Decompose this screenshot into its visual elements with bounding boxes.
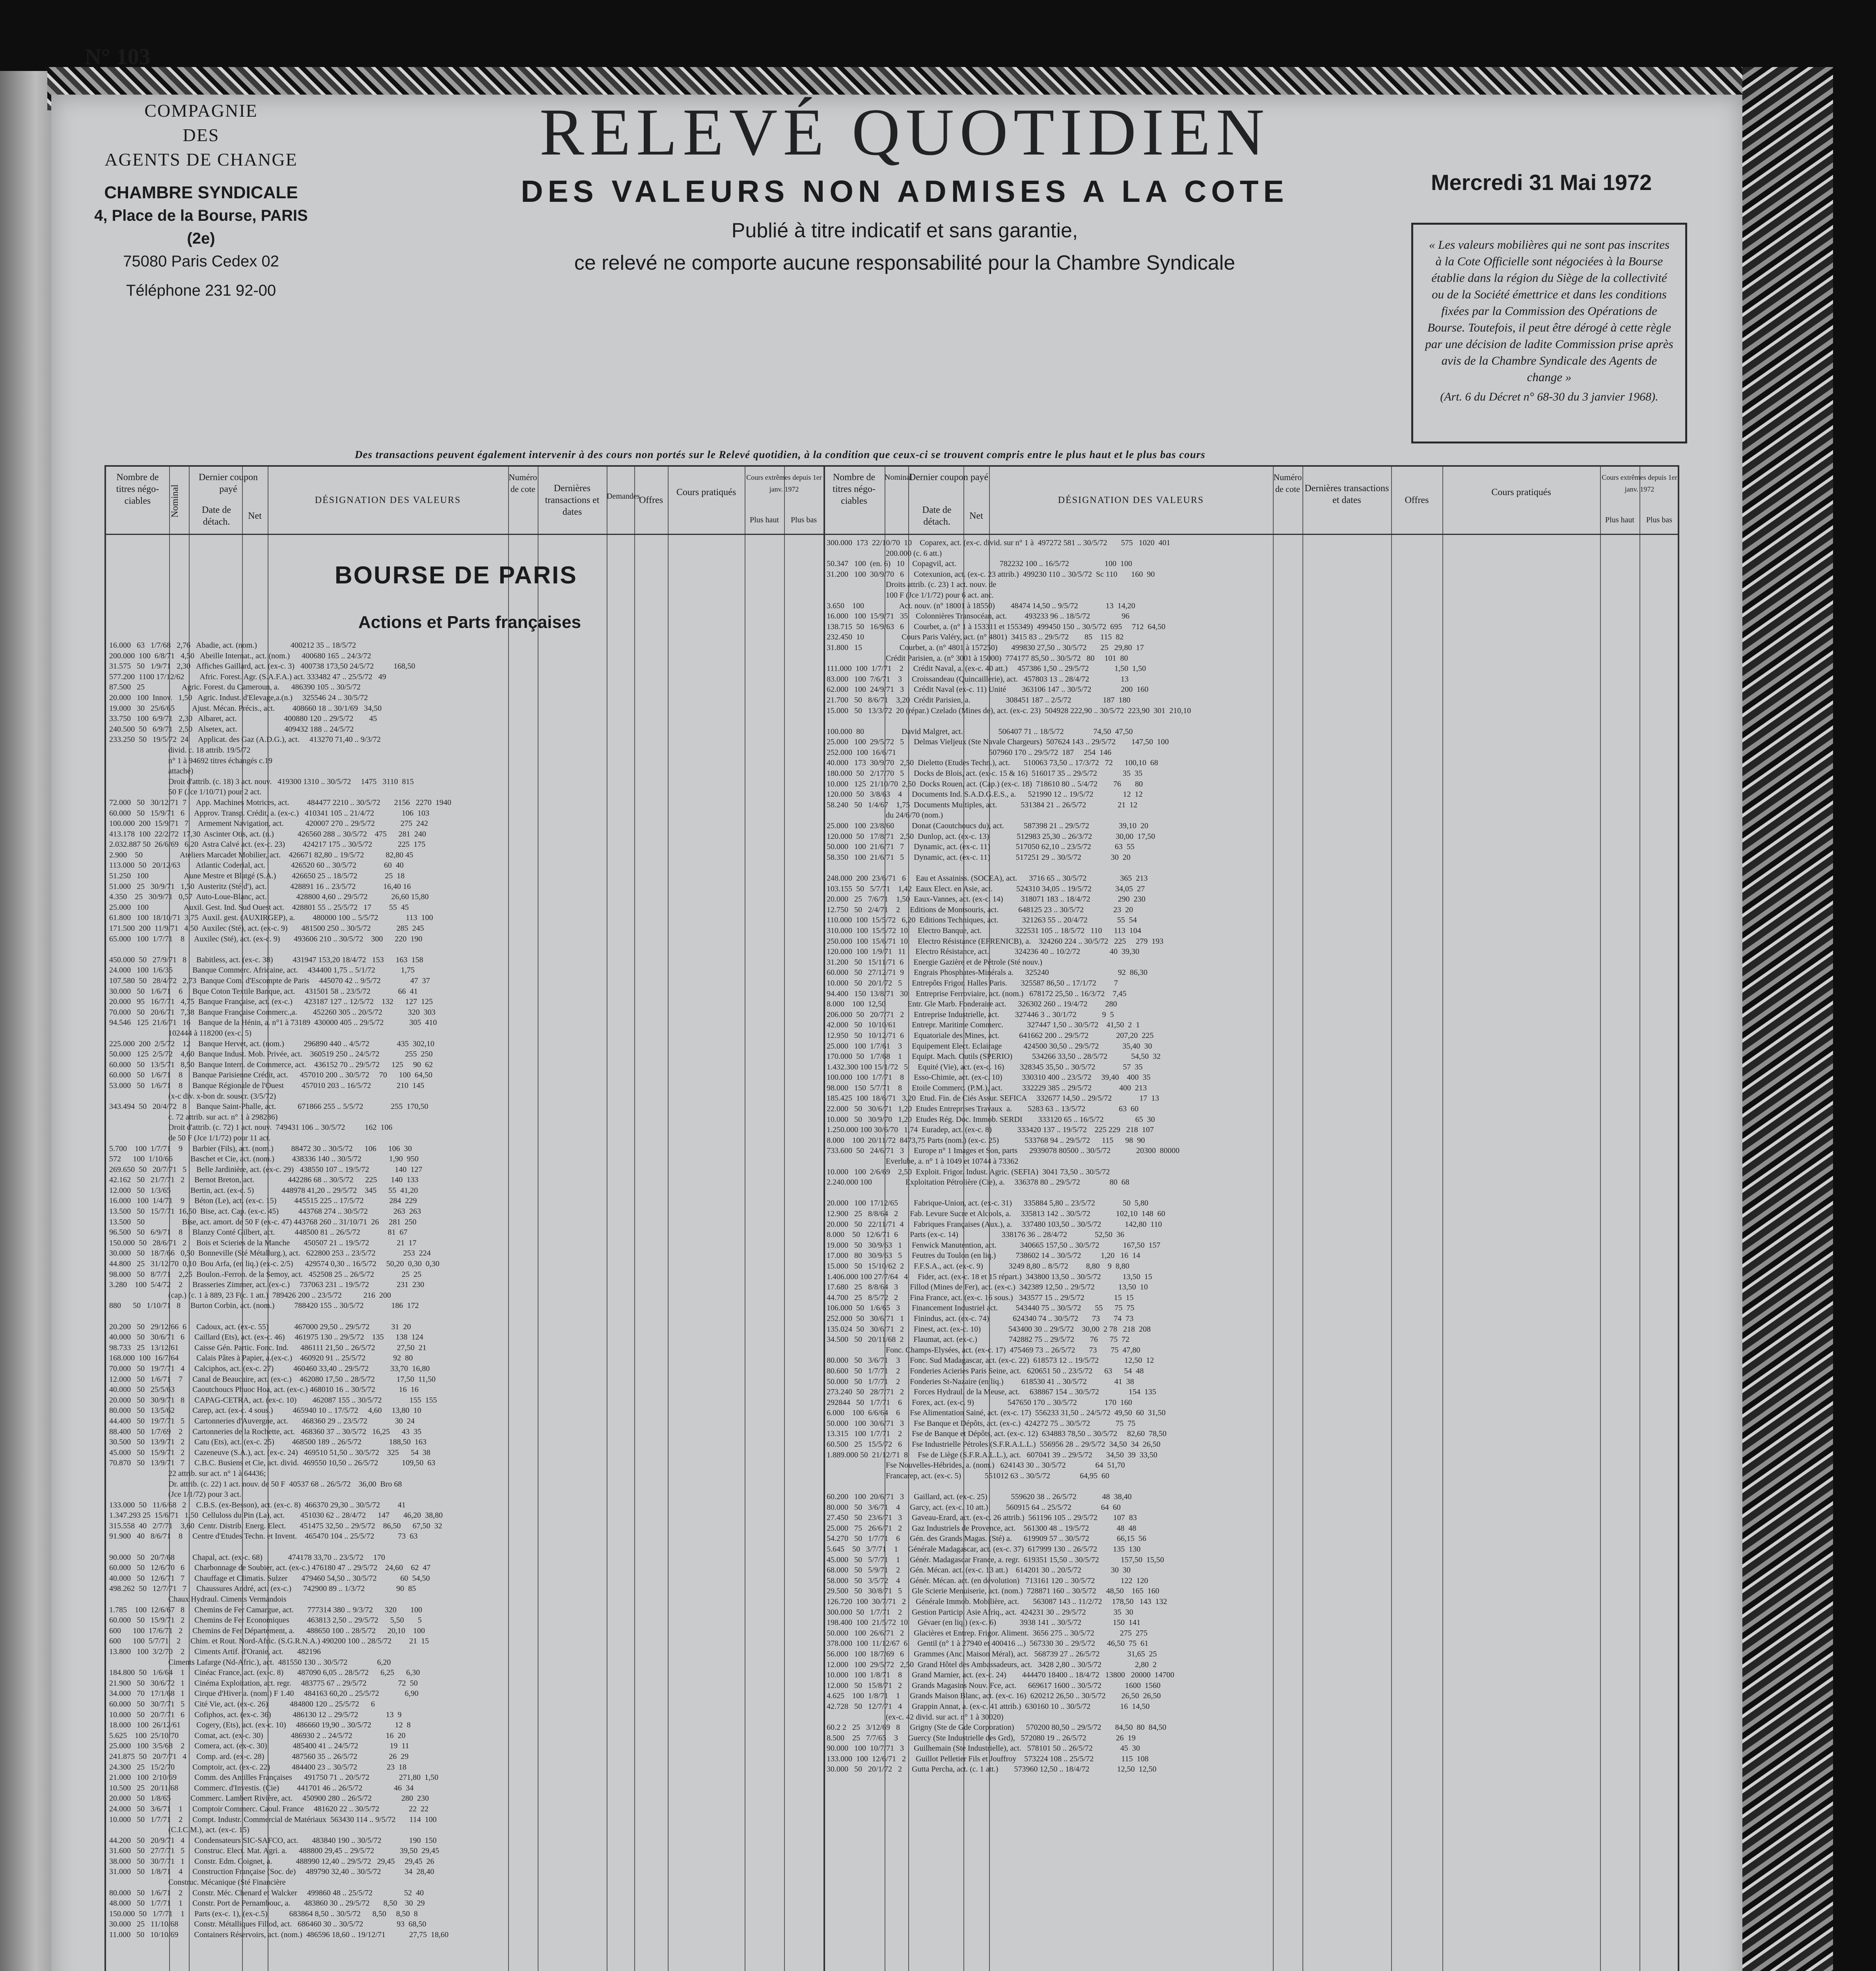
- table-row: 310.000 100 15/5/72 10 Electro Banque, act. 322531 105 .. 18/5/72 110 113 104: [827, 926, 1141, 935]
- table-row: 91.900 40 8/6/71 8 Centre d'Etudes Techn. et Invent. 465470 104 .. 25/5/72 73 63: [109, 1532, 418, 1541]
- table-row: 70.000 50 20/6/71 7,38 Banque Française Commerc.,a. 452260 305 .. 20/5/72 320 303: [109, 1008, 436, 1017]
- table-row: 120.000 50 17/8/71 2,50 Dunlop, act. (ex-c. 13) 512983 25,30 .. 26/3/72 30,00 17,50: [827, 832, 1155, 841]
- table-row: 13.500 50 15/7/71 16,50 Bise, act. Cap. (ex-c. 45) 443768 274 .. 30/5/72 263 263: [109, 1207, 421, 1216]
- col-header-numero-right: Numéro de cote: [1273, 472, 1302, 494]
- col-header-date-detach: Date de détach.: [202, 505, 231, 527]
- table-row: 269.650 50 20/7/71 5 Belle Jardinière, act. (ex-c. 29) 438550 107 .. 19/5/72 140 127: [109, 1165, 423, 1174]
- table-row: 135.024 50 30/6/71 2 Finest, act. (ex-c. 10) 543400 30 .. 29/5/72 30,00 2 78 218 208: [827, 1325, 1151, 1334]
- table-row: 171.500 200 11/9/71 4,50 Auxilec (Sté), act. (ex-c. 9) 481500 250 .. 30/5/72 285 245: [109, 924, 424, 933]
- table-row: 80.000 50 13/5/62 Carep, act. (ex-c. 4 sous.) 465940 10 .. 17/5/72 4,60 13,80 10: [109, 1406, 421, 1415]
- table-row: 20.000 50 22/11/71 4 Fabriques Françaises (Aux.), a. 337480 103,50 .. 30/5/72 142,80 110: [827, 1220, 1162, 1229]
- table-row: 5.625 100 25/10/70 Comat, act. (ex-c. 30) 486930 2 .. 24/5/72 16 20: [109, 1731, 406, 1740]
- table-row: 53.000 50 1/6/71 8 Banque Régionale de l'Ouest 457010 203 .. 16/5/72 210 145: [109, 1081, 425, 1090]
- table-row: 12.750 50 2/4/71 2 Editions de Montsouris, act. 648125 23 .. 30/5/72 23 20: [827, 905, 1133, 914]
- table-row: 20.000 50 1/8/65 Commerc. Lambert Rivière, act. 450900 280 .. 26/5/72 280 230: [109, 1794, 429, 1803]
- col-header-plus-haut-right: Plus haut: [1605, 516, 1634, 524]
- table-row: 5.700 100 1/7/71 9 Barbier (Fils), act. (nom.) 88472 30 .. 30/5/72 106 106 30: [109, 1144, 412, 1153]
- table-row: 50.000 125 2/5/72 4,60 Banque Indust. Mob. Privée, act. 360519 250 .. 24/5/72 255 250: [109, 1050, 433, 1059]
- table-row: 24.300 25 15/2/70 Comptoir, act. (ex-c. 22) 484400 23 .. 30/5/72 23 18: [109, 1762, 407, 1772]
- table-row: 25.000 100 1/7/61 3 Equipement Elect. Eclairage 424500 30,50 .. 29/5/72 35,40 30: [827, 1041, 1152, 1051]
- table-row: 50.000 100 30/6/71 3 Fse Banque et Dépôts, act. (ex-c.) 424272 75 .. 30/5/72 75 75: [827, 1419, 1136, 1428]
- col-header-coupon-right: Dernier coupon payé: [909, 472, 989, 483]
- col-header-designation: DÉSIGNATION DES VALEURS: [315, 495, 461, 505]
- table-row: 252.000 50 30/6/71 1 Finindus, act. (ex-c. 74) 624340 74 .. 30/5/72 73 74 73: [827, 1314, 1134, 1323]
- col-header-offres: Offres: [639, 495, 663, 505]
- table-row: 250.000 100 15/6/71 10 Electro Résistance (EFRENICB), a. 324260 224 .. 30/5/72 225 279 193: [827, 937, 1164, 946]
- table-row: 19.000 30 25/6/65 Ajust. Mécan. Précis., act. 408660 18 .. 30/1/69 34,50: [109, 704, 382, 713]
- table-row: 80.000 50 3/6/71 4 Garcy, act. (ex-c. 10 att.) 560915 64 .. 25/5/72 64 60: [827, 1503, 1121, 1512]
- table-row: 65.000 100 1/7/71 8 Auxilec (Sté), act. (ex-c. 9) 493606 210 .. 30/5/72 300 220 190: [109, 934, 423, 943]
- table-row: Fonc. Champs-Elysées, act. (ex-c. 17) 475469 73 .. 26/5/72 73 75 47,80: [827, 1345, 1140, 1354]
- table-row: (C.I.C.M.), act. (ex-c. 15): [109, 1826, 250, 1835]
- table-row: 68.000 50 5/9/71 2 Gén. Mécan. act. (ex-c. 13 att.) 614201 30 .. 20/5/72 30 30: [827, 1566, 1131, 1575]
- table-row: 30.000 50 20/1/72 2 Gutta Percha, act. (c. 1 att.) 573960 12,50 .. 18/4/72 12,50 12,50: [827, 1765, 1157, 1774]
- table-row: 48.000 50 1/7/71 1 Constr. Port de Pernambouc, a. 483860 30 .. 29/5/72 8,50 30 29: [109, 1899, 425, 1908]
- col-header-titres: Nombre de titres négo-ciables: [116, 472, 159, 506]
- table-row: 150.000 50 28/6/71 2 Bois et Scieries de la Manche 450507 21 .. 19/5/72 21 17: [109, 1238, 417, 1247]
- table-row: Droit d'attrib. (c. 18) 3 act. nouv. 419300 1310 .. 30/5/72 1475 3110 815: [109, 777, 414, 786]
- table-row: 15.000 50 15/10/62 2 F.F.S.A., act. (ex-c. 9) 3249 8,80 .. 8/5/72 8,80 9 8,80: [827, 1261, 1129, 1271]
- table-row: 111.000 100 1/7/71 2 Crédit Naval, a. (ex-c. 40 att.) 457386 1,50 .. 29/5/72 1,50 1,50: [827, 664, 1146, 673]
- table-row: 20.000 95 16/7/71 4,75 Banque Française, act. (ex-c.) 423187 127 .. 12/5/72 132 127 125: [109, 997, 433, 1006]
- table-row: 90.000 100 10/7/71 3 Guilhemain (Ste Industrielle), act. 578101 50 .. 26/5/72 45 30: [827, 1744, 1140, 1753]
- table-row: 12.000 50 1/6/71 7 Canal de Beaucaire, act. (ex-c.) 462080 17,50 .. 28/5/72 17,50 11,50: [109, 1375, 436, 1384]
- table-row: 18.000 100 26/12/61 Cogery, (Ets), act. (ex-c. 10) 486660 19,90 .. 30/5/72 12 8: [109, 1721, 411, 1730]
- table-row: 42.000 50 10/10/61 Entrepr. Maritime Commerc. 327447 1,50 .. 30/5/72 41,50 2 1: [827, 1021, 1140, 1030]
- table-row: 12.000 100 29/5/72 2,50 Grand Hôtel des Ambassadeurs, act. 3428 2,80 .. 30/5/72 2,80 2: [827, 1660, 1157, 1669]
- table-row: 113.000 50 20/12/63 Atlantic Coderial, act. 426520 60 .. 30/5/72 60 40: [109, 861, 404, 870]
- adjacent-page-edge: [0, 71, 59, 1971]
- col-header-plus-bas: Plus bas: [790, 516, 817, 524]
- table-row: 13.800 100 3/2/70 2 Ciments Artif. d'Oranie, act. 482196: [109, 1647, 323, 1656]
- table-row: n° 1 à 94692 titres échangés c.19: [109, 756, 273, 765]
- table-row: 25.000 100 29/5/72 5 Delmas Vieljeux (Ste Navale Chargeurs) 507624 143 .. 29/5/72 147,50 100: [827, 738, 1169, 747]
- table-row: 45.000 50 15/9/71 2 Cazeneuve (S.A.), act. (ex-c. 24) 469510 51,50 .. 30/5/72 325 54 38: [109, 1448, 430, 1457]
- table-row: 16.000 100 15/9/71 35 Colonnières Transocéan, act. 493233 96 .. 18/5/72 96: [827, 612, 1130, 621]
- table-row: 88.400 50 1/7/69 2 Cartonneries de la Rochette, act. 468360 37 .. 30/5/72 16,25 43 35: [109, 1427, 422, 1436]
- col-header-extremes-right: Cours extrêmes depuis 1er janv. 1972: [1602, 473, 1677, 493]
- table-row: 22 attrib. sur act. n° 1 à 64436;: [109, 1469, 266, 1478]
- table-row: 150.000 50 1/7/71 1 Parts (ex-c. 1), (ex-c.5) 683864 8,50 .. 30/5/72 8,50 8,50 8: [109, 1909, 418, 1918]
- table-row: Droit d'attrib. (c. 72) 1 act. nouv. 749431 106 .. 30/5/72 162 106: [109, 1123, 393, 1132]
- col-header-nominal-right: Nominal: [885, 473, 912, 482]
- chambre-syndicale-block: CHAMBRE SYNDICALE 4, Place de la Bourse, PARIS (2e) 75080 Paris Cedex 02 Téléphone 231 92-00: [94, 183, 308, 299]
- table-row: 10.000 100 2/6/69 2,50 Exploit. Frigor. Indust. Agric. (SEFIA) 3041 73,50 .. 30/5/72: [827, 1167, 1110, 1176]
- page-title: RELEVÉ QUOTIDIEN: [539, 95, 1270, 169]
- table-row: 30.000 50 1/6/71 6 Bque Coton Textile Banque, act. 431501 58 .. 23/5/72 66 41: [109, 987, 418, 996]
- table-row: 44.700 25 8/5/72 2 Fina France, act. (ex-c. 16 sous.) 343577 15 .. 29/5/72 15 15: [827, 1293, 1134, 1302]
- table-row: 58.240 50 1/4/67 1,75 Documents Multiples, act. 531384 21 .. 26/5/72 21 12: [827, 800, 1138, 809]
- table-row: 31.000 50 1/8/71 4 Construction Française (Soc. de) 489790 32,40 .. 30/5/72 34 28,40: [109, 1867, 434, 1876]
- col-header-coupon: Dernier coupon payé: [199, 472, 258, 494]
- col-header-plus-bas-right: Plus bas: [1646, 516, 1673, 524]
- table-row: 5.645 50 3/7/71 1 Générale Madagascar, act. (ex-c. 37) 617999 130 .. 26/5/72 135 130: [827, 1545, 1141, 1554]
- quotation-table: [104, 465, 1679, 1971]
- table-row: 233.250 50 19/5/72 24 Applicat. des Gaz (A.D.G.), act. 413270 71,40 .. 9/3/72: [109, 735, 381, 744]
- table-row: 180.000 50 2/17/70 5 Docks de Blois, act. (ex-c. 15 & 16) 516017 35 .. 29/5/72 35 35: [827, 769, 1143, 778]
- table-row: 4.625 100 1/8/71 1 Grands Maison Blanc, act. (ex-c. 16) 620212 26,50 .. 30/5/72 26,50 26,50: [827, 1692, 1161, 1701]
- table-row: 80.000 50 1/6/71 2 Constr. Méc. Chenard et Walcker 499860 48 .. 25/5/72 52 40: [109, 1888, 424, 1897]
- table-row: 185.425 100 18/6/71 3,20 Etud. Fin. de Ciés Assur. SEFICA 332677 14,50 .. 29/5/72 17 13: [827, 1094, 1159, 1103]
- table-row: 20.000 100 Innov. 1,50 Agric. Indust. d'Elevage,a.(n.) 325546 24 .. 30/5/72: [109, 693, 368, 702]
- table-row: 31.800 15 Courbet, a. (n° 4801 à 157250) 499830 27,50 .. 30/5/72 25 29,80 17: [827, 643, 1144, 652]
- table-row: 25.000 100 23/8/60 Donat (Caoutchoucs du), act. 587398 21 .. 29/5/72 39,10 20: [827, 822, 1149, 831]
- table-row: 21.700 50 8/6/71 3,20 Crédit Parisien, a. 308451 187 .. 2/5/72 187 180: [827, 695, 1131, 704]
- table-row: 126.720 100 30/7/71 2 Générale Immob. Mobilière, act. 563087 143 .. 11/2/72 178,50 143 132: [827, 1597, 1167, 1606]
- table-row: 19.000 50 30/9/63 1 Fenwick Manutention, act. 340665 157,50 .. 30/5/72 167,50 157: [827, 1241, 1161, 1250]
- table-row: 3.650 100 Act. nouv. (n° 18001 à 18550) 48474 14,50 .. 9/5/72 13 14,20: [827, 601, 1135, 610]
- table-row: 100.000 200 15/9/71 7 Armement Navigation, act. 420007 270 .. 29/5/72 275 242: [109, 819, 428, 828]
- table-row: 10.000 50 20/1/72 5 Entrepôts Frigor. Halles Paris. 325587 86,50 .. 17/1/72 7: [827, 978, 1118, 987]
- table-row: 60.000 50 30/7/71 5 Cité Vie, act. (ex-c. 26) 484800 120 .. 25/5/72 6: [109, 1699, 375, 1708]
- table-row: 200.000 100 6/8/71 4,50 Abeille Internat., act. (nom.) 400680 165 .. 24/3/72: [109, 651, 371, 660]
- table-row: 8.000 100 12,50 Entr. Gle Marb. Fonderaire act. 326302 260 .. 19/4/72 280: [827, 1000, 1117, 1009]
- table-row: 133.000 100 12/6/71 2 Guillot Pelletier Fils et Jouffroy 573224 108 .. 25/5/72 115 108: [827, 1754, 1149, 1763]
- table-row: attaché): [109, 767, 194, 776]
- table-row: Droits attrib. (c. 23) 1 act. nouv. de: [827, 580, 997, 589]
- table-row: 24.000 50 3/6/71 1 Comptoir Commerc. Caoul. France 481620 22 .. 30/5/72 22 22: [109, 1804, 428, 1813]
- legal-notice-box: « Les valeurs mobilières qui ne sont pas inscrites à la Cote Officielle sont négociées à la Bourse établie dans la région du Siège de la collectivité ou de la Société émettrice et dans les conditions fixées par la Commission des Opérations de Bourse. Toutefois, il peut être dérogé à cette règle par une décision de ladite Commission prise après avis de la Chambre Syndicale des Agents de change » (Art. 6 du Décret n° 68-30 du 3 janvier 1968).: [1411, 223, 1687, 443]
- table-row: 51.000 25 30/9/71 1,50 Austeritz (Sté d'), act. 428891 16 .. 23/5/72 16,40 16: [109, 882, 411, 891]
- table-row: 60.200 100 20/6/71 3 Gaillard, act. (ex-c. 25) 559620 38 .. 26/5/72 48 38,40: [827, 1492, 1132, 1502]
- table-row: 240.500 50 6/9/71 2,50 Alsetex, act. 409432 188 .. 24/5/72: [109, 725, 354, 734]
- table-row: 300.000 50 1/7/71 2 Gestion Particip. Asie Afriq., act. 424231 30 .. 29/5/72 35 30: [827, 1608, 1133, 1617]
- table-row: 87.500 25 Agric. Forest. du Cameroun, a. 486390 105 .. 30/5/72: [109, 683, 361, 692]
- col-header-titres-right: Nombre de titres négo-ciables: [833, 472, 876, 506]
- col-header-cours-right: Cours pratiqués: [1491, 487, 1551, 497]
- table-row: 98.000 150 5/7/71 8 Etoile Commerc. (P.M.), act. 332229 385 .. 29/5/72 400 213: [827, 1083, 1147, 1092]
- table-row: 31.200 100 30/9/70 6 Cotexunion, act. (ex-c. 23 attrib.) 499230 110 .. 30/5/72 Sc 110 160 90: [827, 570, 1155, 579]
- table-row: 83.000 100 7/6/71 3 Croissandeau (Quincaillerie), act. 457803 13 .. 28/4/72 13: [827, 674, 1129, 684]
- table-row: 45.000 50 5/7/71 1 Génér. Madagascar France, a. regr. 619351 15,50 .. 30/5/72 157,50 15,50: [827, 1555, 1164, 1564]
- table-row: 40.000 50 25/5/63 Caoutchoucs Phuoc Hoa, act. (ex-c.) 468010 16 .. 30/5/72 16 16: [109, 1385, 419, 1394]
- table-row: 343.494 50 20/4/72 8 Banque Saint-Phalle, act. 671866 255 .. 5/5/72 255 170,50: [109, 1102, 428, 1111]
- col-header-net: Net: [248, 511, 262, 521]
- table-row: (Jce 1/1/72) pour 3 act.: [109, 1490, 241, 1499]
- table-row: 50.000 100 26/6/71 2 Glacières et Entrep. Frigor. Aliment. 3656 275 .. 30/5/72 275 275: [827, 1628, 1148, 1638]
- col-header-plus-haut: Plus haut: [750, 516, 779, 524]
- table-row: 8.000 50 12/6/71 6 Parts (ex-c. 14) 338176 36 .. 28/4/72 52,50 36: [827, 1230, 1124, 1239]
- col-header-offres-right: Offres: [1405, 495, 1429, 505]
- table-row: 30.000 50 18/7/66 0,50 Bonneville (Sté Métallurg.), act. 622800 253 .. 23/5/72 253 224: [109, 1249, 431, 1258]
- table-row: du 24/6/70 (nom.): [827, 811, 943, 820]
- table-row: 733.600 50 24/6/71 3 Europe n° 1 Images et Son, parts 2939078 80500 .. 30/5/72 20300 80000: [827, 1146, 1180, 1155]
- col-header-date-detach-right: Date de détach.: [922, 505, 952, 527]
- table-row: 20.000 25 7/6/71 1,50 Eaux-Vannes, act. (ex-c. 14) 318071 183 .. 18/4/72 290 230: [827, 895, 1146, 904]
- table-row: (ex-c. 42 divid. sur act. n° 1 à 30020): [827, 1712, 1004, 1721]
- table-row: 315.558 40 2/7/71 3,60 Centr. Distrib. Energ. Elect. 451475 32,50 .. 29/5/72 86,50 67,50 32: [109, 1521, 442, 1530]
- table-row: 34.500 50 20/11/68 2 Flaumat, act. (ex-c.) 742882 75 .. 29/5/72 76 75 72: [827, 1335, 1130, 1344]
- table-row: 94.400 150 13/8/71 30 Entreprise Ferroviaire, act. (nom.) 678172 25,50 .. 16/3/72 7,45: [827, 989, 1127, 998]
- table-row: 600 100 5/7/71 2 Chim. et Rout. Nord-Afric. (S.G.R.N.A.) 490200 100 .. 28/5/72 21 15: [109, 1637, 429, 1646]
- table-row: 25.000 75 26/6/71 2 Gaz Industriels de Provence, act. 561300 48 .. 19/5/72 48 48: [827, 1524, 1136, 1533]
- table-row: 31.200 50 15/11/71 6 Energie Gazière et de Pétrole (Sté nouv.): [827, 958, 1042, 967]
- table-row: 6.000 100 6/6/64 6 Fse Alimentation Sainé, act. (ex-c. 17) 556233 31,50 .. 24/5/72 49,50 60 31,50: [827, 1408, 1166, 1418]
- table-row: 378.000 100 11/12/67 6 Gentil (n° 1 à 27940 et 400416 ...) 567330 30 .. 29/5/72 46,50 75 61: [827, 1639, 1149, 1648]
- table-row: 60.2 2 25 3/12/69 8 Grigny (Ste de Gde Corporation) 570200 80,50 .. 29/5/72 84,50 80 84,50: [827, 1723, 1166, 1732]
- table-row: (x-c div. x-bon dr. souscr. (3/5/72): [109, 1092, 276, 1101]
- table-row: 38.000 50 30/7/71 1 Constr. Edm. Coignet, a. 488990 12,40 .. 29/5/72 29,45 29,45 26: [109, 1857, 434, 1866]
- table-row: 600 100 17/6/71 2 Chemins de Fer Département, a. 488650 100 .. 28/5/72 20,10 100: [109, 1626, 425, 1635]
- col-header-cours: Cours pratiqués: [676, 487, 736, 497]
- table-row: 98.733 25 13/12/61 Caisse Gén. Partic. Fonc. Ind. 486111 21,50 .. 26/5/72 27,50 21: [109, 1343, 427, 1352]
- table-row: 10.000 100 1/8/71 8 Grand Marnier, act. (ex-c. 24) 444470 18400 .. 18/4/72 13800 20000 14700: [827, 1671, 1174, 1680]
- table-row: 21.000 100 2/10/69 Comm. des Antilles Françaises 491750 71 .. 20/5/72 271,80 1,50: [109, 1773, 438, 1782]
- table-row: 58.000 50 3/5/72 4 Génér. Mécan. act. (en dévolution) 713161 120 .. 30/5/72 122 120: [827, 1576, 1148, 1585]
- table-row: Ciments Lafarge (Nd-Afric.), act. 481550 130 .. 30/5/72 6,20: [109, 1658, 391, 1667]
- table-row: 2.900 50 Ateliers Marcadet Mobilier, act. 426671 82,80 .. 19/5/72 82,80 45: [109, 850, 414, 859]
- table-row: 56.000 100 18/7/69 6 Grammes (Anc. Maison Méral), act. 568739 27 .. 26/5/72 31,65 25: [827, 1649, 1157, 1658]
- table-row: 15.000 50 13/3/72 20 (répar.) Czelado (Mines de), act. (ex-c. 23) 504928 222,90 .. 30/5/72 223,90 301 210,10: [827, 706, 1191, 715]
- table-row: 225.000 200 2/5/72 12 Banque Hervet, act. (nom.) 296890 440 .. 4/5/72 435 302,10: [109, 1039, 434, 1048]
- table-row: 90.000 50 20/7/68 Chapal, act. (ex-c. 68) 474178 33,70 .. 23/5/72 170: [109, 1553, 385, 1562]
- table-row: [109, 1542, 823, 1552]
- table-row: 22.000 50 30/6/71 1,20 Etudes Entreprises Travaux a. 5283 63 .. 13/5/72 63 60: [827, 1105, 1139, 1114]
- table-row: Chaux Hydraul. Ciments Vermandois: [109, 1595, 287, 1604]
- col-header-dernieres: Dernières transactions et dates: [545, 483, 600, 517]
- table-row: 60.000 50 13/5/71 8,50 Banque Intern. de Commerce, act. 436152 70 .. 29/5/72 125 90 62: [109, 1060, 433, 1069]
- table-row: 168.000 100 16/7/64 Calais Pâtes à Papier, a.(ex-c.) 460920 91 .. 25/5/72 92 80: [109, 1354, 413, 1363]
- table-row: 200.000 (c. 6 att.): [827, 549, 942, 558]
- table-row: 103.155 50 5/7/71 1,42 Eaux Elect. en Asie, act. 524310 34,05 .. 19/5/72 34,05 27: [827, 884, 1145, 893]
- table-row: 11.000 50 10/10/69 Containers Réservoirs, act. (nom.) 486596 18,60 .. 19/12/71 27,75 18,60: [109, 1930, 449, 1939]
- table-row: 29.500 50 30/8/71 5 Gle Scierie Menuiserie, act. (nom.) 728871 160 .. 30/5/72 48,50 165 160: [827, 1587, 1159, 1596]
- table-row: Dr. attrib. (c. 22) 1 act. nouv. de 50 F 40537 68 .. 26/5/72 36,00 Bro 68: [109, 1479, 402, 1488]
- issue-number: N° 103: [85, 44, 151, 69]
- table-row: 300.000 173 22/10/70 10 Coparex, act. (ex-c. divid. sur n° 1 à 497272 581 .. 30/5/72 575 1020 401: [827, 538, 1170, 547]
- table-row: c. 72 attrib. sur act. n° 1 à 298286): [109, 1112, 278, 1121]
- table-row: 3.280 100 5/4/72 2 Brasseries Zimmer, act. (ex-c.) 737063 231 .. 19/5/72 231 230: [109, 1280, 425, 1289]
- col-header-net-right: Net: [969, 511, 983, 521]
- table-row: 80.000 50 3/6/71 3 Fonc. Sud Madagascar, act. (ex-c. 22) 618573 12 .. 19/5/72 12,50 12: [827, 1356, 1154, 1365]
- table-row: 170.000 50 1/7/68 1 Equipt. Mach. Outils (SPERIO) 534266 33,50 .. 28/5/72 54,50 32: [827, 1052, 1161, 1061]
- table-row: 880 50 1/10/71 8 Burton Corbin, act. (nom.) 788420 155 .. 30/5/72 186 172: [109, 1301, 419, 1310]
- table-row: 25.000 100 3/5/68 2 Comera, act. (ex-c. 30) 485400 41 .. 24/5/72 19 11: [109, 1742, 409, 1751]
- col-header-dernieres-right: Dernières transactions et dates: [1304, 483, 1389, 505]
- table-row: 60.500 25 15/5/72 6 Fse Industrielle Pétroles (S.F.R.A.L.L.) 556956 28 .. 29/5/72 34,50 34 26,50: [827, 1440, 1161, 1449]
- table-row: 10.000 50 20/7/71 6 Cofiphos, act. (ex-c. 36) 486130 12 .. 29/5/72 13 9: [109, 1710, 402, 1719]
- table-row: 60.000 50 15/9/71 6 Approv. Transp. Crédit, a. (ex-c.) 410341 105 .. 21/4/72 106 103: [109, 809, 430, 818]
- table-row: [109, 944, 823, 955]
- table-row: Francarep, act. (ex-c. 5) 551012 63 .. 30/5/72 64,95 60: [827, 1471, 1110, 1480]
- table-row: 50.347 100 (en. 6) 10 Copagvil, act. 782232 100 .. 16/5/72 100 100: [827, 559, 1132, 568]
- marbled-binding-right: [1742, 67, 1833, 1971]
- table-row: Crédit Parisien, a. (n° 3001 à 15000) 774177 85,50 .. 30/5/72 80 101 80: [827, 654, 1128, 663]
- table-row: [827, 1188, 1678, 1198]
- table-row: 10.000 125 21/10/70 2,50 Docks Rouen, act. (Cap.) (ex-c. 18) 718610 80 .. 5/4/72 76 80: [827, 779, 1143, 788]
- table-row: 31.600 50 27/7/71 5 Construc. Elect. Mat. Agri. a. 488800 29,45 .. 29/5/72 39,50 29,45: [109, 1846, 440, 1855]
- table-row: 577.200 1100 17/12/62 Afric. Forest. Agr. (S.A.F.A.) act. 333482 47 .. 25/5/72 49: [109, 672, 386, 681]
- col-header-designation-right: DÉSIGNATION DES VALEURS: [1058, 495, 1204, 505]
- table-row: 27.450 50 23/6/71 3 Gaveau-Erard, act. (ex-c. 26 attrib.) 561196 105 .. 29/5/72 107 83: [827, 1513, 1137, 1522]
- table-row: 70.870 50 13/9/71 7 C.B.C. Busiens et Cie, act. divid. 469550 10,50 .. 26/5/72 109,50 63: [109, 1459, 436, 1468]
- table-row: 25.000 100 Auxil. Gest. Ind. Sud Ouest act. 428801 55 .. 25/5/72 17 55 45: [109, 903, 409, 912]
- table-row: 8.500 25 7/7/65 3 Guercy (Ste Industrielle des Grd), 572080 19 .. 26/5/72 26 19: [827, 1733, 1136, 1742]
- table-row: 34.000 70 17/1/68 1 Cirque d'Hiver a. (nom.) F 1.40 484163 60,20 .. 25/5/72 6,90: [109, 1689, 419, 1698]
- table-row: 44.800 25 31/12/70 0,10 Bou Arfa, (en liq.) (ex-c. 2/5) 429574 0,30 .. 16/5/72 50,20 0,30 0,30: [109, 1259, 440, 1269]
- table-row: 17.680 25 8/8/64 3 Fillod (Mines de Fer), act. (ex-c.) 342389 12,50 .. 29/5/72 13,50 10: [827, 1283, 1148, 1292]
- col-header-numero: Numéro de cote: [509, 472, 537, 494]
- table-row: 1.347.293 25 15/6/71 1,50 Celluloss du Pin (La), act. 451030 62 .. 28/4/72 147 46,20 38,80: [109, 1511, 443, 1520]
- table-row: 50 F (Jce 1/10/71) pour 2 act.: [109, 788, 262, 797]
- table-row: 8.000 100 20/11/72 8473,75 Parts (nom.) (ex-c. 25) 533768 94 .. 29/5/72 115 98 90: [827, 1136, 1145, 1145]
- table-row: 12.000 50 15/8/71 2 Grands Magasins Nouv. Fce, act. 669617 1600 .. 30/5/72 1600 1560: [827, 1681, 1161, 1690]
- table-row: divid. c. 18 attrib. 19/5/72: [109, 745, 251, 754]
- table-row: 42.162 50 21/7/71 2 Bernot Breton, act. 442286 68 .. 30/5/72 225 140 133: [109, 1176, 419, 1185]
- table-row: 20.200 50 29/12/66 6 Cadoux, act. (ex-c. 55) 467000 29,50 .. 29/5/72 31 20: [109, 1322, 411, 1331]
- table-row: 198.400 100 21/5/72 10 Gévaer (en liq.) (ex-c. 6) 3938 141 .. 30/5/72 150 141: [827, 1618, 1141, 1627]
- table-row: 12.000 50 1/3/65 Bertin, act. (ex-c. 5) 448978 41,20 .. 29/5/72 345 55 41,20: [109, 1186, 418, 1195]
- table-row: 10.000 50 30/9/70 1,20 Etudes Rég. Doc. Immob. SERDI 333120 65 .. 16/5/72 65 30: [827, 1115, 1155, 1124]
- table-row: 16.000 63 1/7/68 2,76 Abadie, act. (nom.) 400212 35 .. 18/5/72: [109, 641, 356, 650]
- table-row: 94.546 125 21/6/71 16 Banque de la Hénin, a. n°1 à 73189 430000 405 .. 29/5/72 305 410: [109, 1018, 437, 1027]
- table-row: 12.900 25 8/8/64 2 Fab. Levure Sucre et Alcools, a. 335813 142 .. 30/5/72 102,10 148 60: [827, 1209, 1165, 1218]
- table-row: 20.000 50 30/9/71 8 CAPAG-CETRA, act. (ex-c. 10) 462087 155 .. 30/5/72 155 155: [109, 1395, 437, 1405]
- table-row: 413.178 100 22/2/72 17,30 Ascinter Otis, act. (n.) 426560 288 .. 30/5/72 475 281 240: [109, 829, 426, 838]
- table-row: 1.785 100 12/6/67 8 Chemins de Fer Camargue, act. 777314 380 .. 9/3/72 320 100: [109, 1605, 423, 1614]
- table-row: 44.400 50 19/7/71 5 Cartonneries d'Auvergne, act. 468360 29 .. 23/5/72 30 24: [109, 1416, 415, 1425]
- table-row: [827, 863, 1678, 873]
- publication-note: Publié à titre indicatif et sans garantie,: [731, 219, 1078, 242]
- table-row: 60.000 50 1/6/71 8 Banque Parisienne Crédit, act. 457010 200 .. 30/5/72 70 100 64,50: [109, 1071, 432, 1080]
- table-row: 60.000 50 12/6/70 6 Charbonnage de Soubier, act. (ex-c.) 476180 47 .. 29/5/72 24,60 62 47: [109, 1563, 431, 1572]
- company-name: COMPAGNIE DES AGENTS DE CHANGE: [104, 101, 298, 170]
- table-row: 60.000 50 27/12/71 9 Engrais Phosphates-Minérals a. 325240 92 86,30: [827, 968, 1148, 977]
- table-row: 60.000 50 15/9/71 2 Chemins de Fer Economiques 463813 2,50 .. 29/5/72 5,50 5: [109, 1616, 422, 1625]
- table-row: 70.000 50 19/7/71 4 Calciphos, act. (ex-c. 27) 460460 33,40 .. 29/5/72 33,70 16,80: [109, 1364, 430, 1373]
- table-row: 16.000 100 1/4/71 9 Béton (Le), act. (ex-c. 15) 445515 225 .. 17/5/72 284 229: [109, 1196, 417, 1205]
- table-row: 50.000 50 1/7/71 2 Fonderies St-Nazaire (en liq.) 618530 41 .. 30/5/72 41 38: [827, 1377, 1134, 1386]
- col-header-nominal: Nominal: [170, 484, 180, 518]
- page-subtitle: DES VALEURS NON ADMISES A LA COTE: [521, 174, 1289, 209]
- table-row: 1.250.000 100 30/6/70 1,74 Euradep, act. (ex-c. 8) 333420 137 .. 19/5/72 225 229 218 107: [827, 1125, 1154, 1135]
- table-row: [109, 1311, 823, 1322]
- table-row: 62.000 100 24/9/71 3 Crédit Naval (ex-c. 11) Unité 363106 147 .. 30/5/72 200 160: [827, 685, 1149, 694]
- col-header-extremes: Cours extrêmes depuis 1er janv. 1972: [746, 473, 822, 493]
- table-row: 10.000 50 1/7/71 2 Compt. Industr. Commercial de Matériaux 563430 114 .. 9/5/72 114 100: [109, 1815, 437, 1824]
- table-row: 106.000 50 1/6/65 3 Financement Industriel act. 543440 75 .. 30/5/72 55 75 75: [827, 1304, 1135, 1313]
- table-row: de 50 F (Jce 1/1/72) pour 11 act.: [109, 1133, 271, 1142]
- table-row: 33.750 100 6/9/71 2,30 Albaret, act. 400880 120 .. 29/5/72 45: [109, 714, 377, 723]
- table-row: 498.262 50 12/7/71 7 Chaussures André, act. (ex-c.) 742900 89 .. 1/3/72 90 85: [109, 1584, 416, 1593]
- table-row: 100.000 80 David Malgret, act. 506407 71 .. 18/5/72 74,50 47,50: [827, 727, 1133, 736]
- table-row: 58.350 100 21/6/71 5 Dynamic, act. (ex-c. 11) 517251 29 .. 30/5/72 30 20: [827, 853, 1131, 862]
- table-row: 1.432.300 100 15/1/72 5 Equité (Vie), act. (ex-c. 16) 328345 35,50 .. 30/5/72 57 35: [827, 1062, 1143, 1071]
- table-row: 2.032.887 50 26/6/69 6,20 Astra Calvé act. (ex-c. 23) 424217 175 .. 30/5/72 225 175: [109, 840, 426, 849]
- left-listing: [109, 640, 823, 1971]
- table-row: 133.000 50 11/6/68 2 C.B.S. (ex-Besson), act. (ex-c. 8) 466370 29,30 .. 30/5/72 41: [109, 1500, 406, 1509]
- table-row: 24.000 100 1/6/35 Banque Commerc. Africaine, act. 434400 1,75 .. 5/1/72 1,75: [109, 966, 415, 975]
- table-row: 100 F (Jce 1/1/72) pour 6 act. anc.: [827, 591, 994, 600]
- table-row: 96.500 50 6/9/71 8 Blanzy Conté Gilbert, act. 448500 81 .. 26/5/72 81 67: [109, 1228, 408, 1237]
- table-row: 61.800 100 18/10/71 3,75 Auxil. gest. (AUXIRGEP), a. 480000 100 .. 5/5/72 113 100: [109, 913, 433, 922]
- table-row: 42.728 50 12/7/71 4 Grappin Annat, a. (ex-c. 41 attrib.) 630160 10 .. 30/5/72 16 14,50: [827, 1702, 1150, 1711]
- table-row: 20.000 100 17/12/65 Fabrique-Union, act. (ex-c. 31) 335884 5,80 .. 23/5/72 50 5,80: [827, 1199, 1149, 1208]
- table-row: 248.000 200 23/6/71 6 Eau et Assainiss. (SOCEA), act. 3716 65 .. 30/5/72 365 213: [827, 874, 1148, 883]
- table-row: 40.000 50 12/6/71 7 Chauffage et Climatis. Sulzer 479460 54,50 .. 30/5/72 60 54,50: [109, 1574, 430, 1583]
- table-row: 80.600 50 1/7/71 2 Fonderies Acieries Paris Seine, act. 620651 50 .. 23/5/72 63 54 48: [827, 1366, 1144, 1375]
- table-row: 292844 50 1/7/71 6 Forex, act. (ex-c. 9) 547650 170 .. 30/5/72 170 160: [827, 1398, 1132, 1407]
- table-row: 206.000 50 20/7/71 2 Entreprise Industrielle, act. 327446 3 .. 30/1/72 9 5: [827, 1010, 1114, 1019]
- table-row: [827, 716, 1678, 727]
- table-row: 51.250 100 Aune Mestre et Blatgé (S.A.) 426650 25 .. 18/5/72 25 18: [109, 872, 405, 881]
- table-row: 100.000 100 1/7/71 8 Esso-Chimie, act. (ex-c. 10) 330310 400 .. 23/5/72 39,40 400 35: [827, 1073, 1151, 1082]
- table-row: 107.580 50 28/4/72 2,73 Banque Com. d'Escompte de Paris 445070 42 .. 9/5/72 47 37: [109, 976, 430, 985]
- table-row: 12.950 50 10/12/71 6 Equatoriale des Mines, act. 641662 200 .. 29/5/72 207,20 225: [827, 1031, 1154, 1040]
- table-row: 450.000 50 27/9/71 8 Babitless, act. (ex-c. 38) 431947 153,20 18/4/72 153 163 158: [109, 955, 423, 964]
- table-row: 72.000 50 30/12/71 7 App. Machines Motrices, act. 484477 2210 .. 30/5/72 2156 2270 1940: [109, 798, 451, 807]
- section-title-bourse: BOURSE DE PARIS: [335, 562, 578, 589]
- transactions-disclaimer: Des transactions peuvent également intervenir à des cours non portés sur le Relevé quotidien, à la condition que ceux-ci se trouvent compris entre le plus haut et le plus bas cours: [355, 449, 1205, 460]
- table-row: 30.500 50 13/9/71 2 Catu (Ets), act. (ex-c. 25) 468500 189 .. 26/5/72 188,50 163: [109, 1438, 427, 1447]
- table-row: 10.500 25 20/11/68 Commerc. d'Investis. (Cie) 441701 46 .. 26/5/72 46 34: [109, 1783, 414, 1792]
- section-title-actions: Actions et Parts françaises: [358, 613, 581, 632]
- main-title-block: [363, 95, 1447, 278]
- table-row: 273.240 50 28/7/71 2 Forces Hydraul. de la Meuse, act. 638867 154 .. 30/5/72 154 135: [827, 1388, 1157, 1397]
- table-row: 40.000 173 30/9/70 2,50 Dieletto (Etudes Techn.), act. 510063 73,50 .. 17/3/72 72 100,10 68: [827, 758, 1158, 768]
- right-listing: [827, 538, 1678, 1971]
- responsibility-note: ce relevé ne comporte aucune responsabilité pour la Chambre Syndicale: [574, 251, 1235, 274]
- table-row: 21.900 50 30/6/72 1 Cinéma Exploitation, act. regr. 483775 67 .. 29/5/72 72 50: [109, 1679, 418, 1688]
- table-row: 50.000 100 21/6/71 7 Dynamic, act. (ex-c. 11) 517050 62,10 .. 23/5/72 63 55: [827, 842, 1135, 851]
- table-row: 4.350 25 30/9/71 0,57 Auto-Loue-Blanc, act. 428800 4,60 .. 29/5/72 26,60 15,80: [109, 892, 429, 902]
- table-row: 102444 à 118200 (ex-c. 5): [109, 1028, 251, 1038]
- table-row: 40.000 50 30/6/71 6 Caillard (Ets), act. (ex-c. 46) 461975 130 .. 29/5/72 135 138 124: [109, 1333, 423, 1342]
- table-row: 17.000 80 30/9/63 5 Feutres du Toulon (en liq.) 738602 14 .. 30/5/72 1,20 16 14: [827, 1251, 1140, 1260]
- col-header-demandes: Demandes: [607, 492, 640, 501]
- table-row: 252.000 100 16/6/71 507960 170 .. 29/5/72 187 254 146: [827, 748, 1112, 757]
- table-row: 30.000 25 11/10/68 Constr. Métalliques Fillod, act. 686460 30 .. 30/5/72 93 68,50: [109, 1920, 427, 1929]
- table-row: 1.889.000 50 21/12/71 8 Fse de Liège (S.F.R.A.L.L.), act. 607041 39 .. 29/5/72 34,50 39 33,50: [827, 1450, 1157, 1459]
- table-row: 232.450 10 Cours Paris Valéry, act. (n° 4801) 3415 83 .. 29/5/72 85 115 82: [827, 633, 1124, 642]
- table-row: 31.575 50 1/9/71 2,30 Affiches Gaillard, act. (ex-c. 3) 400738 173,50 24/5/72 168,50: [109, 662, 415, 671]
- table-row: Everlube, a. n° 1 à 1049 et 10744 à 73362: [827, 1157, 1019, 1166]
- table-row: 120.000 100 1/9/71 11 Electro Résistance, act. 324236 40 .. 10/2/72 40 39,30: [827, 947, 1140, 956]
- table-row: 184.800 50 1/6/64 1 Cinéac France, act. (ex-c. 8) 487090 6,05 .. 28/5/72 6,25 6,30: [109, 1668, 420, 1677]
- table-row: 241.875 50 20/7/71 4 Comp. ard. (ex-c. 28) 487560 35 .. 26/5/72 26 29: [109, 1752, 409, 1761]
- table-row: 13.315 100 1/7/71 2 Fse de Banque et Dépôts, act. (ex-c. 12) 634883 78,50 .. 30/5/72 82,60 78,50: [827, 1429, 1167, 1438]
- table-row: 54.270 50 1/7/71 6 Gén. des Grands Magas. (Sté) a. 619909 57 .. 30/5/72 66,15 56: [827, 1534, 1147, 1543]
- table-row: 120.000 50 3/8/63 4 Documents Ind. S.A.D.G.E.S., a. 521990 12 .. 19/5/72 12 12: [827, 790, 1143, 799]
- table-row: 44.200 50 20/9/71 4 Condensateurs SIC-SAFCO, act. 483840 190 .. 30/5/72 190 150: [109, 1836, 437, 1845]
- table-row: 110.000 100 15/5/72 6,20 Editions Techniques, act. 321263 55 .. 20/4/72 55 54: [827, 916, 1137, 925]
- table-row: [827, 1481, 1678, 1492]
- table-row: 98.000 50 8/7/71 2,25 Boulon.-Ferron. de la Semoy, act. 452508 25 .. 26/5/72 25 25: [109, 1270, 421, 1279]
- publication-date: Mercredi 31 Mai 1972: [1431, 170, 1652, 195]
- table-row: 138.715 50 16/9/63 6 Courbet, a. (n° 1 à 153311 et 155349) 499450 150 .. 30/5/72 695 712 64,50: [827, 622, 1166, 631]
- table-row: 572 100 1/10/66 Baschet et Cie, act. (nom.) 438336 140 .. 30/5/72 1,90 950: [109, 1155, 419, 1164]
- table-row: Construc. Mécanique (Sté Financière: [109, 1878, 286, 1887]
- table-row: (cap.) (c. 1 à 889, 23 F(c. 1 att.) 789426 200 .. 23/5/72 216 200: [109, 1291, 391, 1300]
- table-row: 13.500 50 Bise, act. amort. de 50 F (ex-c. 47) 443768 260 .. 31/10/71 26 281 250: [109, 1217, 417, 1226]
- table-row: 1.406.000 100 27/7/64 4 Fider, act. (ex-c. 18 et 15 répart.) 343800 13,50 .. 30/5/72 13,50 15: [827, 1272, 1152, 1281]
- table-row: 2.240.000 100 Exploitation Pétrolière (Cie), a. 336378 80 .. 29/5/72 80 68: [827, 1178, 1129, 1187]
- table-row: Fse Nouvelles-Hébrides, a. (nom.) 624143 30 .. 30/5/72 64 51,70: [827, 1461, 1125, 1470]
